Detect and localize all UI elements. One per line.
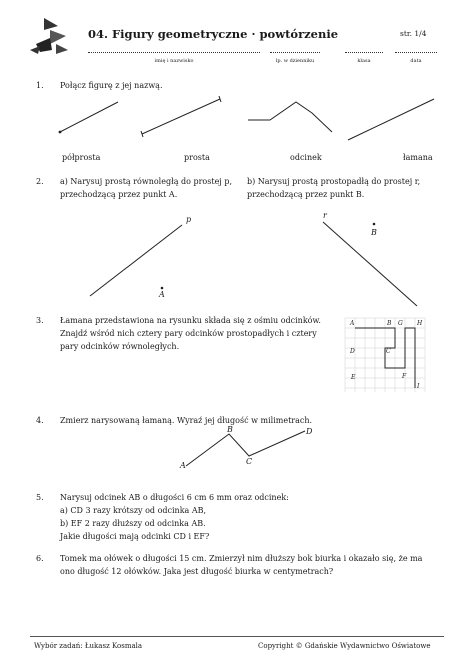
q1-name-odcinek: odcinek (290, 153, 322, 162)
q1-name-lamana: łamana (403, 153, 433, 162)
grid-label-F: F (402, 373, 407, 380)
q6-number: 6. (36, 554, 44, 563)
q2-b-text: b) Narysuj prostą prostopadłą do prostej r, przechodzącą przez punkt B. (247, 177, 421, 199)
q6-line-2: ono długość 12 ołówków. Jaka jest długość biurka w centymetrach? (60, 567, 334, 576)
publisher-logo (30, 18, 68, 54)
q1-name-prosta: prosta (184, 153, 210, 162)
label-r: r (323, 211, 327, 220)
lamana-figure (248, 102, 332, 132)
name-field-label: imię i nazwisko (154, 58, 194, 64)
q1-number: 1. (36, 81, 44, 90)
grid-label-D: D (350, 348, 355, 355)
q5-line-2: a) CD 3 razy krótszy od odcinka AB, (60, 506, 207, 515)
q3-number: 3. (36, 316, 44, 325)
q1-text: Połącz figurę z jej nazwą. (60, 81, 163, 90)
line-p (90, 225, 182, 296)
q5-line-4: Jakie długości mają odcinki CD i EF? (60, 532, 210, 541)
date-field-label: data (410, 58, 422, 64)
page-number: str. 1/4 (400, 29, 427, 38)
q4-label-D: D (306, 427, 313, 436)
point-A (161, 287, 164, 290)
grid-label-H: H (417, 320, 423, 327)
name-field-line (88, 52, 260, 53)
q2-number: 2. (36, 177, 44, 186)
grid-label-E: E (351, 374, 356, 381)
lp-field-label: lp. w dzienniku (275, 58, 315, 64)
odcinek-figure (141, 96, 221, 137)
polowa-prosta-figure (59, 102, 118, 133)
label-B: B (371, 228, 377, 237)
lp-field-line (270, 52, 320, 53)
grid-label-G: G (398, 320, 403, 327)
q2-a-text: a) Narysuj prostą równoległą do prostej p, przechodzącą przez punkt A. (60, 177, 232, 199)
grid-label-C: C (386, 348, 391, 355)
label-A: A (159, 290, 165, 299)
point-B (373, 223, 376, 226)
label-p: p (186, 215, 192, 224)
q3-text: Łamana przedstawiona na rysunku składa się z ośmiu odcinków. Znajdź wśród nich cztery pary odcinków prostopadłych i cztery pary odcinków równoległych. (60, 316, 321, 351)
footer-copyright: Copyright © Gdańskie Wydawnictwo Oświatowe (258, 642, 431, 650)
q4-label-A: A (180, 461, 186, 470)
q5-line-3: b) EF 2 razy dłuższy od odcinka AB. (60, 519, 206, 528)
line-r (323, 222, 417, 306)
q5-number: 5. (36, 493, 44, 502)
footer-author: Wybór zadań: Łukasz Kosmala (34, 642, 143, 650)
class-field-line (345, 52, 383, 53)
grid-label-A: A (350, 320, 355, 327)
q4-label-B: B (227, 425, 233, 434)
prosta-figure (348, 99, 434, 140)
date-field-line (395, 52, 437, 53)
q4-label-C: C (246, 457, 253, 466)
grid-label-B: B (387, 320, 392, 327)
page-title: 04. Figury geometryczne · powtórzenie (88, 27, 339, 41)
q1-name-polprosta: półprosta (62, 153, 101, 162)
q4-number: 4. (36, 416, 44, 425)
q6-line-1: Tomek ma ołówek o długości 15 cm. Zmierzył nim dłuższy bok biurka i okazało się, że ma (60, 554, 423, 563)
q4-text: Zmierz narysowaną łamaną. Wyraź jej długość w milimetrach. (60, 416, 313, 425)
footer-divider (30, 636, 444, 637)
grid-label-I: I (417, 383, 420, 390)
q5-line-1: Narysuj odcinek AB o długości 6 cm 6 mm oraz odcinek: (60, 493, 289, 502)
class-field-label: klasa (357, 58, 371, 64)
